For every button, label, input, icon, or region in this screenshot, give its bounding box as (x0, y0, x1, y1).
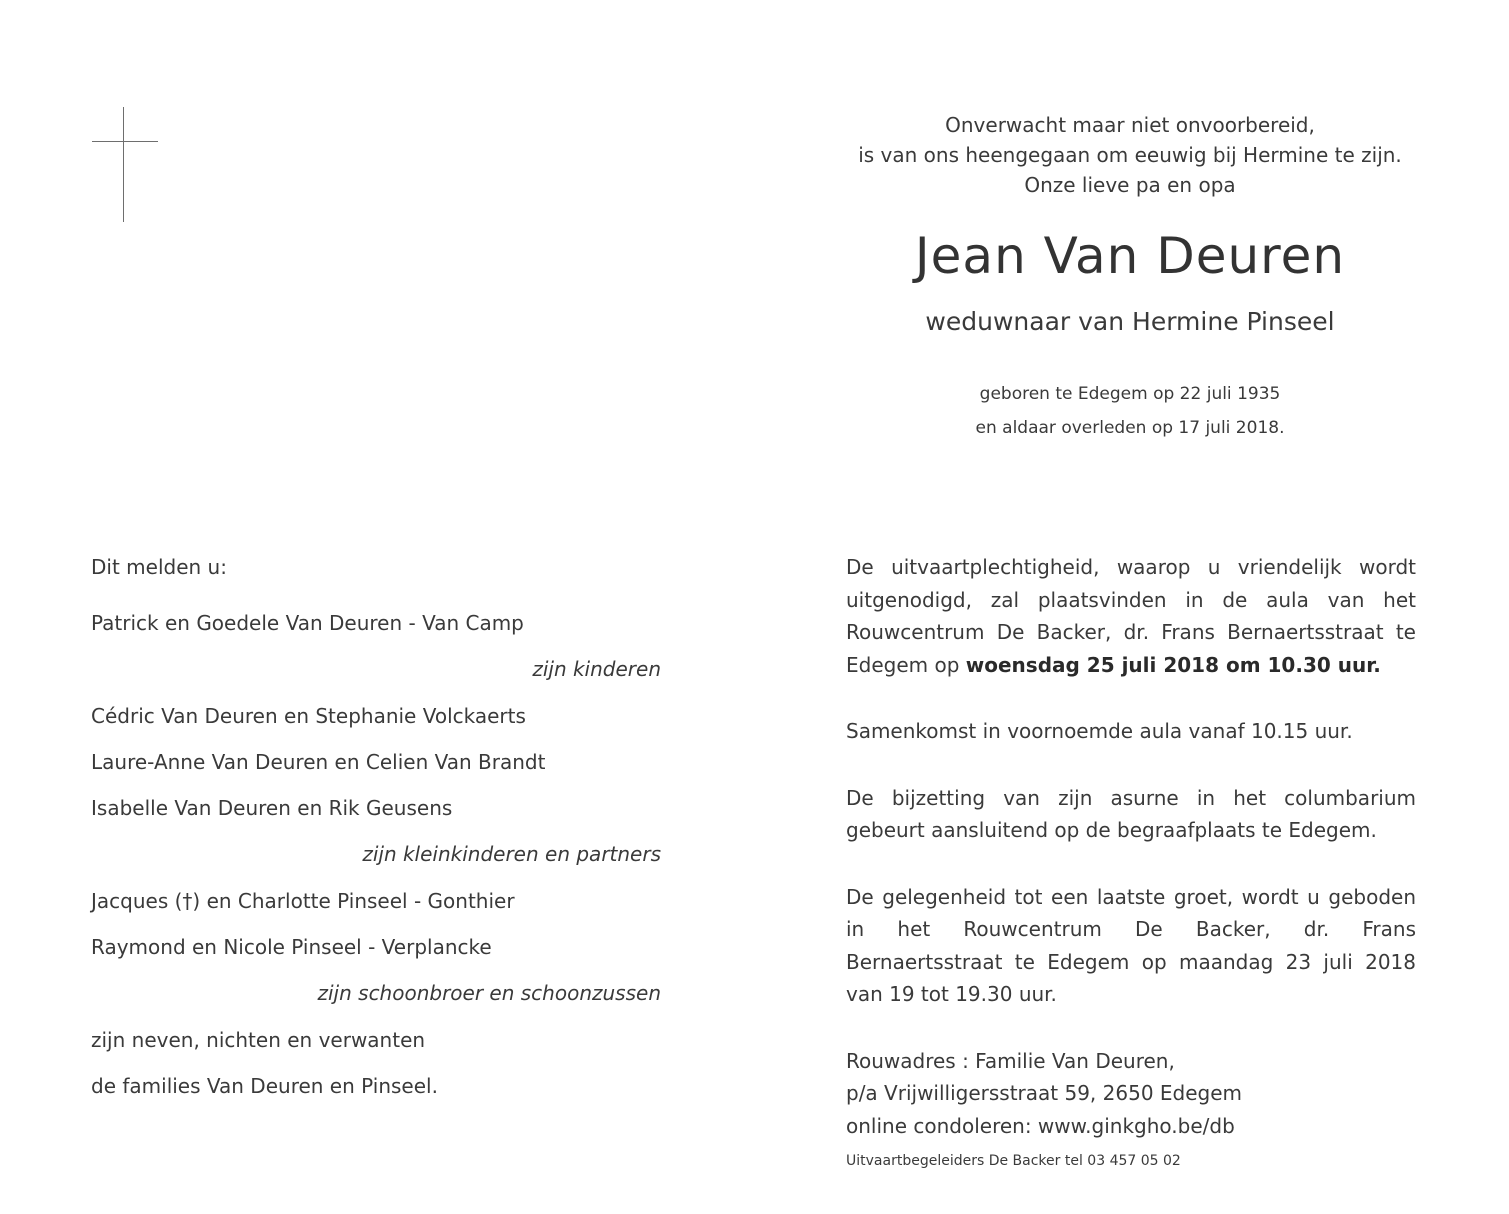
family-line: Laure-Anne Van Deuren en Celien Van Brandt (91, 749, 546, 774)
intro-line: Onze lieve pa en opa (1024, 173, 1236, 197)
spouse-line: weduwnaar van Hermine Pinseel (925, 307, 1335, 336)
condolence-line: online condoleren: www.ginkgho.be/db (846, 1113, 1235, 1138)
family-line: Isabelle Van Deuren en Rik Geusens (91, 796, 453, 821)
ceremony-details (846, 551, 1416, 1142)
relation-label: zijn schoonbroer en schoonzussen (317, 981, 661, 1006)
farewell-paragraph: De gelegenheid tot een laatste groet, wordt u geboden in het Rouwcentrum De Backer, dr. Frans Bernaertsstraat te Edegem op maandag 23 juli 2018 van 19 tot 19.30 uur. (846, 884, 1416, 1006)
ceremony-text: De uitvaartplechtigheid, waarop u vriendelijk wordt uitgenodigd, zal plaatsvinden in de aula van het Rouwcentrum De Backer, dr. Frans Bernaertsstraat te Edegem op (846, 555, 1416, 677)
cross-vertical-line (123, 107, 124, 222)
family-line: de families Van Deuren en Pinseel. (91, 1073, 438, 1098)
gathering-paragraph: Samenkomst in voornoemde aula vanaf 10.15 uur. (846, 719, 1353, 743)
family-list (91, 551, 661, 1116)
obituary-header (830, 110, 1430, 445)
family-line: Cédric Van Deuren en Stephanie Volckaerts (91, 703, 526, 728)
intro-line: is van ons heengegaan om eeuwig bij Hermine te zijn. (858, 143, 1402, 167)
family-line: Raymond en Nicole Pinseel - Verplancke (91, 935, 492, 960)
birth-line: geboren te Edegem op 22 juli 1935 (979, 384, 1281, 404)
intro-line: Onverwacht maar niet onvoorbereid, (945, 113, 1315, 137)
deceased-name: Jean Van Deuren (914, 227, 1346, 285)
address-line: p/a Vrijwilligersstraat 59, 2650 Edegem (846, 1081, 1243, 1105)
family-line: Patrick en Goedele Van Deuren - Van Camp (91, 611, 524, 635)
life-dates (830, 377, 1430, 445)
family-line: zijn neven, nichten en verwanten (91, 1027, 426, 1052)
family-intro: Dit melden u: (91, 555, 227, 579)
death-line: en aldaar overleden op 17 juli 2018. (975, 418, 1285, 438)
interment-paragraph: De bijzetting van zijn asurne in het columbarium gebeurt aansluitend op de begraafplaats te Edegem. (846, 785, 1416, 842)
cross-horizontal-line (92, 141, 158, 142)
funeral-director-footer: Uitvaartbegeleiders De Backer tel 03 457 05 02 (846, 1153, 1181, 1169)
family-line: Jacques (†) en Charlotte Pinseel - Gonthier (91, 888, 515, 913)
mourning-address (846, 1045, 1416, 1143)
relation-label: zijn kinderen (532, 657, 661, 682)
relation-label: zijn kleinkinderen en partners (362, 842, 661, 867)
address-line: Rouwadres : Familie Van Deuren, (846, 1048, 1175, 1073)
ceremony-datetime: woensdag 25 juli 2018 om 10.30 uur. (965, 652, 1381, 677)
ceremony-paragraph (846, 551, 1416, 681)
